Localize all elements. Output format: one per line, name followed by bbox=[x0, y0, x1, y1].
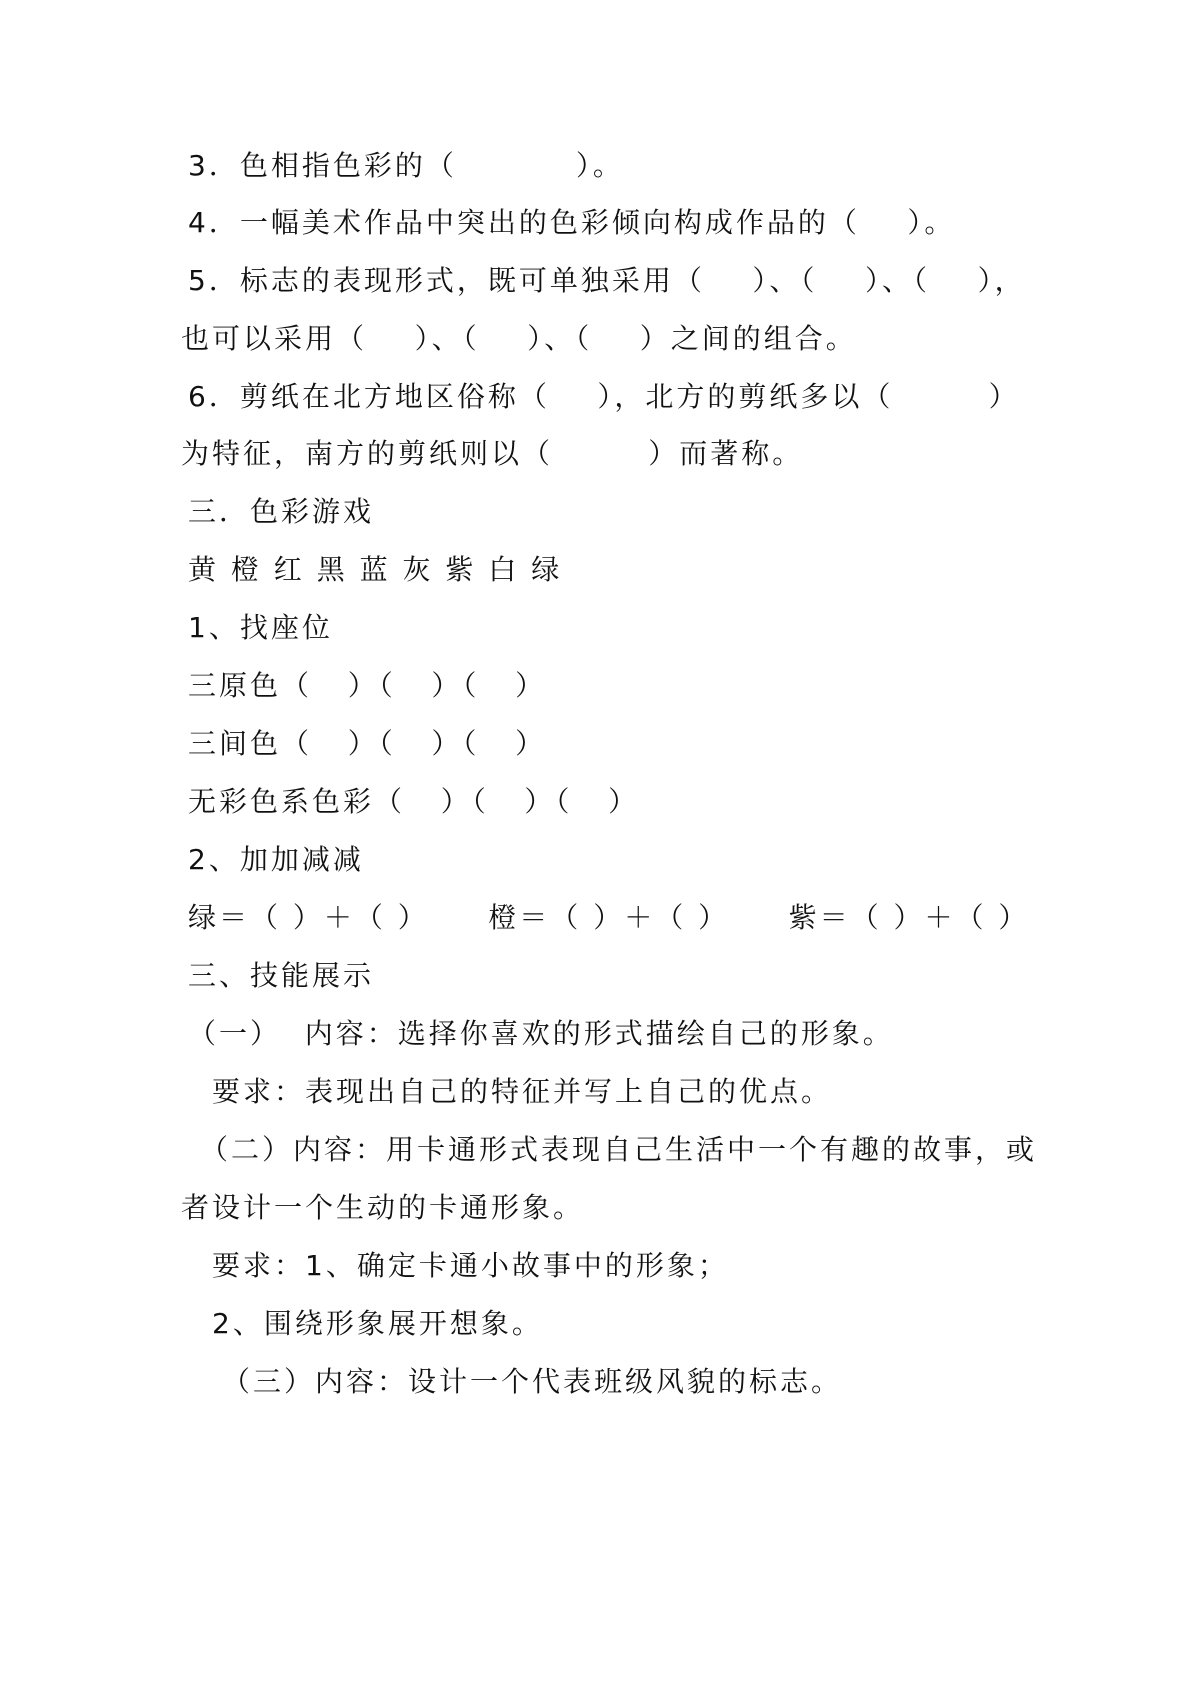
skill-task-1-content: （一） 内容：选择你喜欢的形式描绘自己的形象。 bbox=[188, 1017, 894, 1050]
question-3-hue: 3．色相指色彩的（ ）。 bbox=[188, 149, 624, 182]
section-color-game-heading: 三．色彩游戏 bbox=[188, 495, 375, 528]
question-6-paper-cutting-line2: 为特征，南方的剪纸则以（ ）而著称。 bbox=[181, 437, 804, 470]
question-5-logo-forms-line1: 5．标志的表现形式，既可单独采用（ ）、（ ）、（ ）， bbox=[188, 264, 1026, 297]
task-1-find-seat: 1、找座位 bbox=[188, 611, 333, 644]
question-4-main-tone: 4．一幅美术作品中突出的色彩倾向构成作品的（ ）。 bbox=[188, 206, 956, 239]
secondary-colors-blanks: 三间色（ ）（ ）（ ） bbox=[188, 727, 547, 760]
skill-task-2-content-line2: 者设计一个生动的卡通形象。 bbox=[181, 1191, 585, 1224]
achromatic-colors-blanks: 无彩色系色彩（ ）（ ）（ ） bbox=[188, 785, 640, 818]
task-2-add-subtract: 2、加加减减 bbox=[188, 843, 364, 876]
skill-task-2-requirement-2: 2、围绕形象展开想象。 bbox=[212, 1307, 543, 1340]
question-5-logo-forms-line2: 也可以采用（ ）、（ ）、（ ）之间的组合。 bbox=[181, 322, 857, 355]
color-mixing-equations: 绿＝（ ）＋（ ） 橙＝（ ）＋（ ） 紫＝（ ）＋（ ） bbox=[188, 901, 1030, 934]
section-skill-display-heading: 三、技能展示 bbox=[188, 959, 375, 992]
primary-colors-blanks: 三原色（ ）（ ）（ ） bbox=[188, 669, 547, 702]
skill-task-2-content-line1: （二）内容：用卡通形式表现自己生活中一个有趣的故事，或 bbox=[200, 1133, 1038, 1166]
skill-task-3-content: （三）内容：设计一个代表班级风貌的标志。 bbox=[222, 1365, 843, 1398]
skill-task-2-requirement-1: 要求：1、确定卡通小故事中的形象； bbox=[212, 1249, 729, 1282]
question-6-paper-cutting-line1: 6．剪纸在北方地区俗称（ ），北方的剪纸多以（ ） bbox=[188, 380, 1020, 413]
skill-task-1-requirement: 要求：表现出自己的特征并写上自己的优点。 bbox=[212, 1075, 833, 1108]
color-word-list: 黄 橙 红 黑 蓝 灰 紫 白 绿 bbox=[188, 553, 563, 586]
